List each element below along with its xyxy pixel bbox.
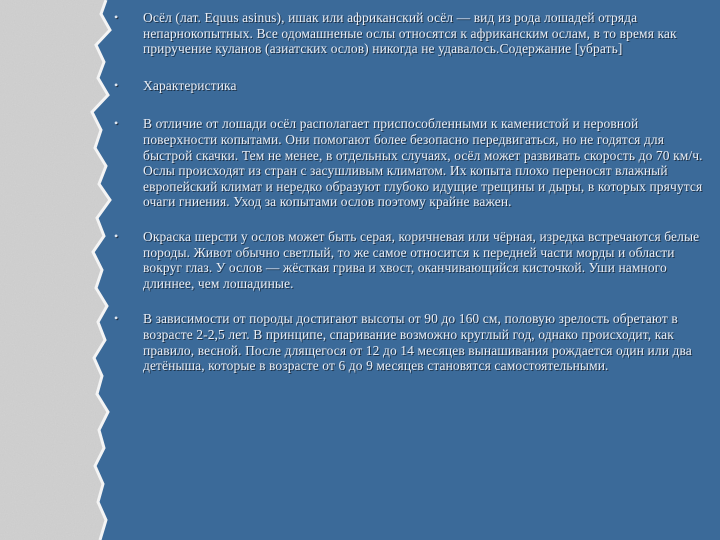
bullet-marker: • xyxy=(114,228,119,243)
bullet-item xyxy=(112,311,716,373)
bullet-marker: • xyxy=(114,10,119,24)
bullet-text: Окраска шерсти у ослов может быть серая, коричневая или чёрная, изредка встречаются белые породы. Живот обычно светлый, то же самое относится к передней части морды и области вокруг глаз. У ослов — жёсткая грива и хвост, оканчивающийся кисточкой. Уши намного длиннее, чем лошадиные. xyxy=(143,228,700,291)
bullet-text: В отличие от лошади осёл располагает приспособленными к каменистой и неровной поверхности копытами. Они помогают более безопасно передвигаться, но не годятся для быстрой скачки. Тем не менее, в отдельных случаях, осёл может развивать скорость до 70 км/ч. Ослы происходят из стран с засушливым климатом. Их копыта плохо переносят влажный европейский климат и нередко образуют глубоко идущие трещины и дыры, в которых прячутся очаги гниения. Уход за копытами ослов поэтому крайне важен. xyxy=(143,116,703,210)
bullet-item xyxy=(112,78,716,94)
bullet-item xyxy=(112,116,716,210)
bullet-marker: • xyxy=(114,116,119,131)
bullet-marker: • xyxy=(114,77,119,92)
slide-content xyxy=(112,10,716,374)
bullet-text: Характеристика xyxy=(143,77,237,93)
bullet-item xyxy=(112,229,716,291)
bullet-item xyxy=(112,10,716,57)
bullet-text: В зависимости от породы достигают высоты от 90 до 160 см, половую зрелость обретают в возрасте 2-2,5 лет. В принципе, спаривание возможно круглый год, однако происходит, как правило, весной. После длящегося от 12 до 14 месяцев вынашивания рождается один или два детёныша, которые в возрасте от 6 до 9 месяцев становятся самостоятельными. xyxy=(143,311,692,374)
bullet-text: Осёл (лат. Equus asinus), ишак или африканский осёл — вид из рода лошадей отряда непарнокопытных. Все одомашненые ослы относятся к африканским ослам, в то время как приручение куланов (азиатских ослов) никогда не удавалось.Содержание [убрать] xyxy=(143,10,677,57)
bullet-marker: • xyxy=(114,311,119,326)
